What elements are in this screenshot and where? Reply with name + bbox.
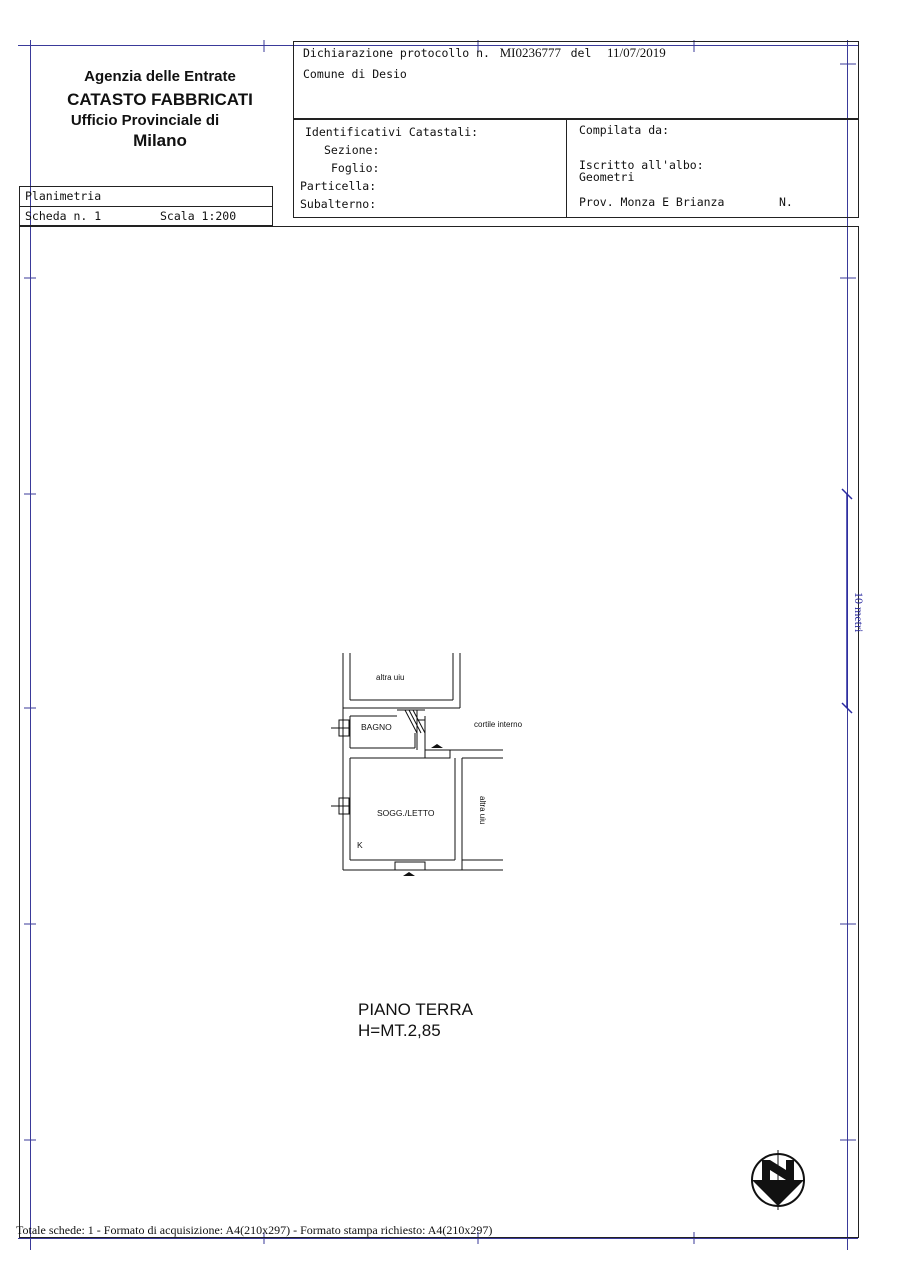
compiler-heading: Compilata da: bbox=[579, 123, 670, 137]
floor-name: PIANO TERRA bbox=[358, 1000, 473, 1019]
albo-label: Iscritto all'albo: bbox=[579, 158, 704, 172]
identifiers-heading: Identificativi Catastali: bbox=[305, 125, 479, 139]
sheet-number: Scheda n. 1 bbox=[25, 209, 102, 223]
label-other-unit-top: altra uiu bbox=[376, 673, 405, 682]
declaration-box bbox=[293, 41, 859, 119]
label-kitchen-mark: K bbox=[357, 840, 363, 850]
floor-height: H=MT.2,85 bbox=[358, 1021, 441, 1040]
north-arrow-icon bbox=[746, 1150, 810, 1210]
register-number-label: N. bbox=[779, 195, 793, 209]
catasto-title: CATASTO FABBRICATI bbox=[67, 90, 253, 109]
profession: Geometri bbox=[579, 170, 635, 184]
comune-name: Comune di Desio bbox=[303, 67, 407, 81]
protocol-number: MI0236777 bbox=[499, 45, 561, 60]
subalterno-label: Subalterno: bbox=[300, 197, 377, 211]
identifiers-box bbox=[293, 119, 859, 218]
agency-header bbox=[40, 68, 280, 151]
declaration-line bbox=[303, 42, 666, 61]
sheet-title: Planimetria bbox=[25, 189, 102, 203]
label-main-room: SOGG./LETTO bbox=[377, 808, 435, 818]
province: Prov. Monza E Brianza bbox=[579, 195, 725, 209]
sheet-info-box bbox=[19, 186, 273, 226]
declaration-date: 11/07/2019 bbox=[607, 45, 666, 60]
label-bath: BAGNO bbox=[361, 722, 392, 732]
particella-label: Particella: bbox=[300, 179, 377, 193]
ufficio-city: Milano bbox=[133, 131, 187, 150]
scale-bar-label: 10 metri bbox=[852, 592, 866, 633]
sheet-scale: Scala 1:200 bbox=[160, 209, 237, 223]
del-label: del bbox=[570, 46, 592, 60]
ufficio-label: Ufficio Provinciale di bbox=[70, 112, 220, 129]
agency-name: Agenzia delle Entrate bbox=[84, 68, 236, 85]
declaration-label: Dichiarazione protocollo n. bbox=[303, 46, 490, 60]
floor-plan bbox=[325, 648, 510, 882]
footer-note: Totale schede: 1 - Formato di acquisizione: A4(210x297) - Formato stampa richiesto: A4(210x297) bbox=[16, 1223, 493, 1237]
label-courtyard: cortile interno bbox=[474, 720, 523, 729]
sezione-label: Sezione: bbox=[324, 143, 380, 157]
foglio-label: Foglio: bbox=[331, 161, 380, 175]
label-other-unit-right: altra uiu bbox=[478, 796, 487, 825]
